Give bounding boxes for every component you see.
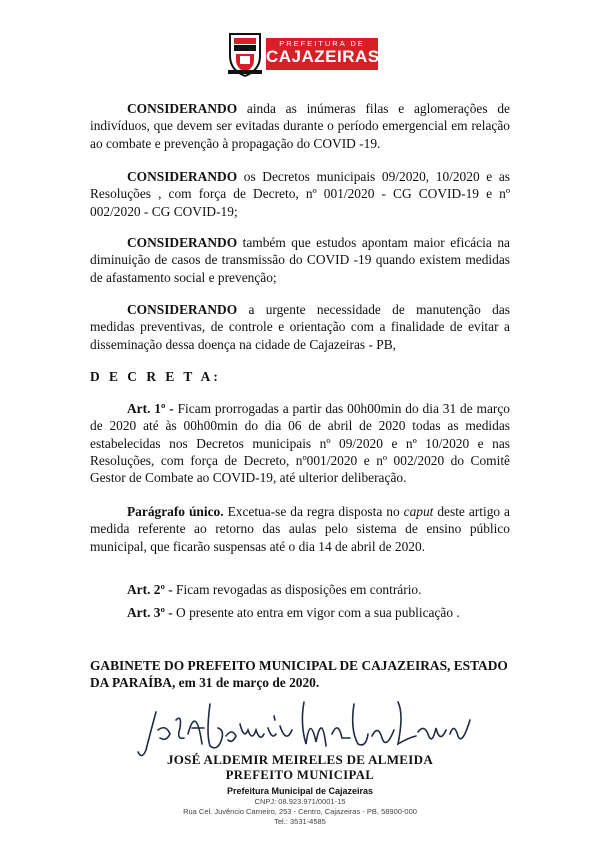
stamp-line: Prefeitura Municipal de Cajazeiras bbox=[226, 786, 374, 796]
signatory-name: JOSÉ ALDEMIR MEIRELES DE ALMEIDA bbox=[166, 752, 434, 767]
logo-subtitle: PREFEITURA DE bbox=[279, 39, 365, 48]
article-text: Ficam prorrogadas a partir das 00h00min do dia 31 de março de 2020 até às 00h00min do dia 06 de abril de 2020 todas as medidas estabelecidas nos Decretos municipais nº 09/2020 e nº 10/2020 e nas Resoluções, com força de Decreto, nº001/2020 e nº 002/2020 do Comitê Gestor de Combate ao COVID-19, até ulterior deliberação. bbox=[90, 401, 510, 486]
crest-icon bbox=[226, 30, 264, 78]
article-2 bbox=[90, 581, 510, 598]
paragrafo-caput: caput bbox=[403, 504, 434, 519]
decreta-heading: D E C R E T A: bbox=[90, 369, 221, 384]
prefeitura-logo bbox=[226, 30, 378, 80]
paragrafo-text: deste artigo a medida referente ao retorno das aulas pelo sistema de ensino público municipal, que ficarão suspensas até o dia 14 de abril de 2020. bbox=[90, 504, 511, 554]
article-1 bbox=[90, 400, 510, 486]
stamp-line: CNPJ: 08.923.971/0001-15 bbox=[254, 797, 346, 806]
considerando-lead: CONSIDERANDO bbox=[127, 235, 238, 250]
considerando-3 bbox=[90, 234, 510, 286]
considerando-lead: CONSIDERANDO bbox=[127, 101, 238, 116]
article-3 bbox=[90, 604, 510, 621]
considerando-2 bbox=[90, 168, 510, 220]
considerando-text: a urgente necessidade de manutenção das medidas preventivas, de controle e orientação com a finalidade de evitar a disseminação dessa doença na cidade de Cajazeiras - PB, bbox=[90, 302, 510, 352]
considerando-1 bbox=[90, 100, 510, 152]
signatory-role: PREFEITO MUNICIPAL bbox=[225, 768, 375, 782]
considerando-text: os Decretos municipais 09/2020, 10/2020 e as Resoluções , com força de Decreto, nº 001/2020 - CG COVID-19 e nº 002/2020 - CG COVID-19; bbox=[90, 169, 510, 219]
closing-statement: GABINETE DO PREFEITO MUNICIPAL DE CAJAZEIRAS, ESTADO DA PARAÍBA, em 31 de março de 2020. bbox=[90, 658, 508, 691]
considerando-text: também que estudos apontam maior eficácia na diminuição de casos de transmissão do COVID -19 quando existem medidas de afastamento social e prevenção; bbox=[90, 235, 510, 285]
paragrafo-lead: Parágrafo único. bbox=[127, 504, 224, 519]
considerando-lead: CONSIDERANDO bbox=[127, 169, 238, 184]
paragrafo-unico bbox=[90, 503, 510, 555]
stamp-line: Tel.: 3531-4585 bbox=[274, 817, 326, 826]
considerando-text: ainda as inúmeras filas e aglomerações de indivíduos, que devem ser evitadas durante o período emergencial em relação ao combate e prevenção à propagação do COVID -19. bbox=[90, 101, 510, 151]
article-lead: Art. 2º - bbox=[127, 582, 173, 597]
article-text: O presente ato entra em vigor com a sua publicação . bbox=[172, 605, 460, 620]
paragrafo-text: Excetua-se da regra disposta no bbox=[223, 504, 404, 519]
considerando-lead: CONSIDERANDO bbox=[127, 302, 238, 317]
article-lead: Art. 1º - bbox=[127, 401, 174, 416]
article-lead: Art. 3º - bbox=[127, 605, 173, 620]
stamp-line: Rua Cel. Juvêncio Carneiro, 253 - Centro, Cajazeiras - PB, 58900-000 bbox=[183, 807, 417, 816]
considerando-4 bbox=[90, 301, 510, 353]
logo-title: CAJAZEIRAS bbox=[266, 47, 380, 66]
article-text: Ficam revogadas as disposições em contrário. bbox=[172, 582, 422, 597]
